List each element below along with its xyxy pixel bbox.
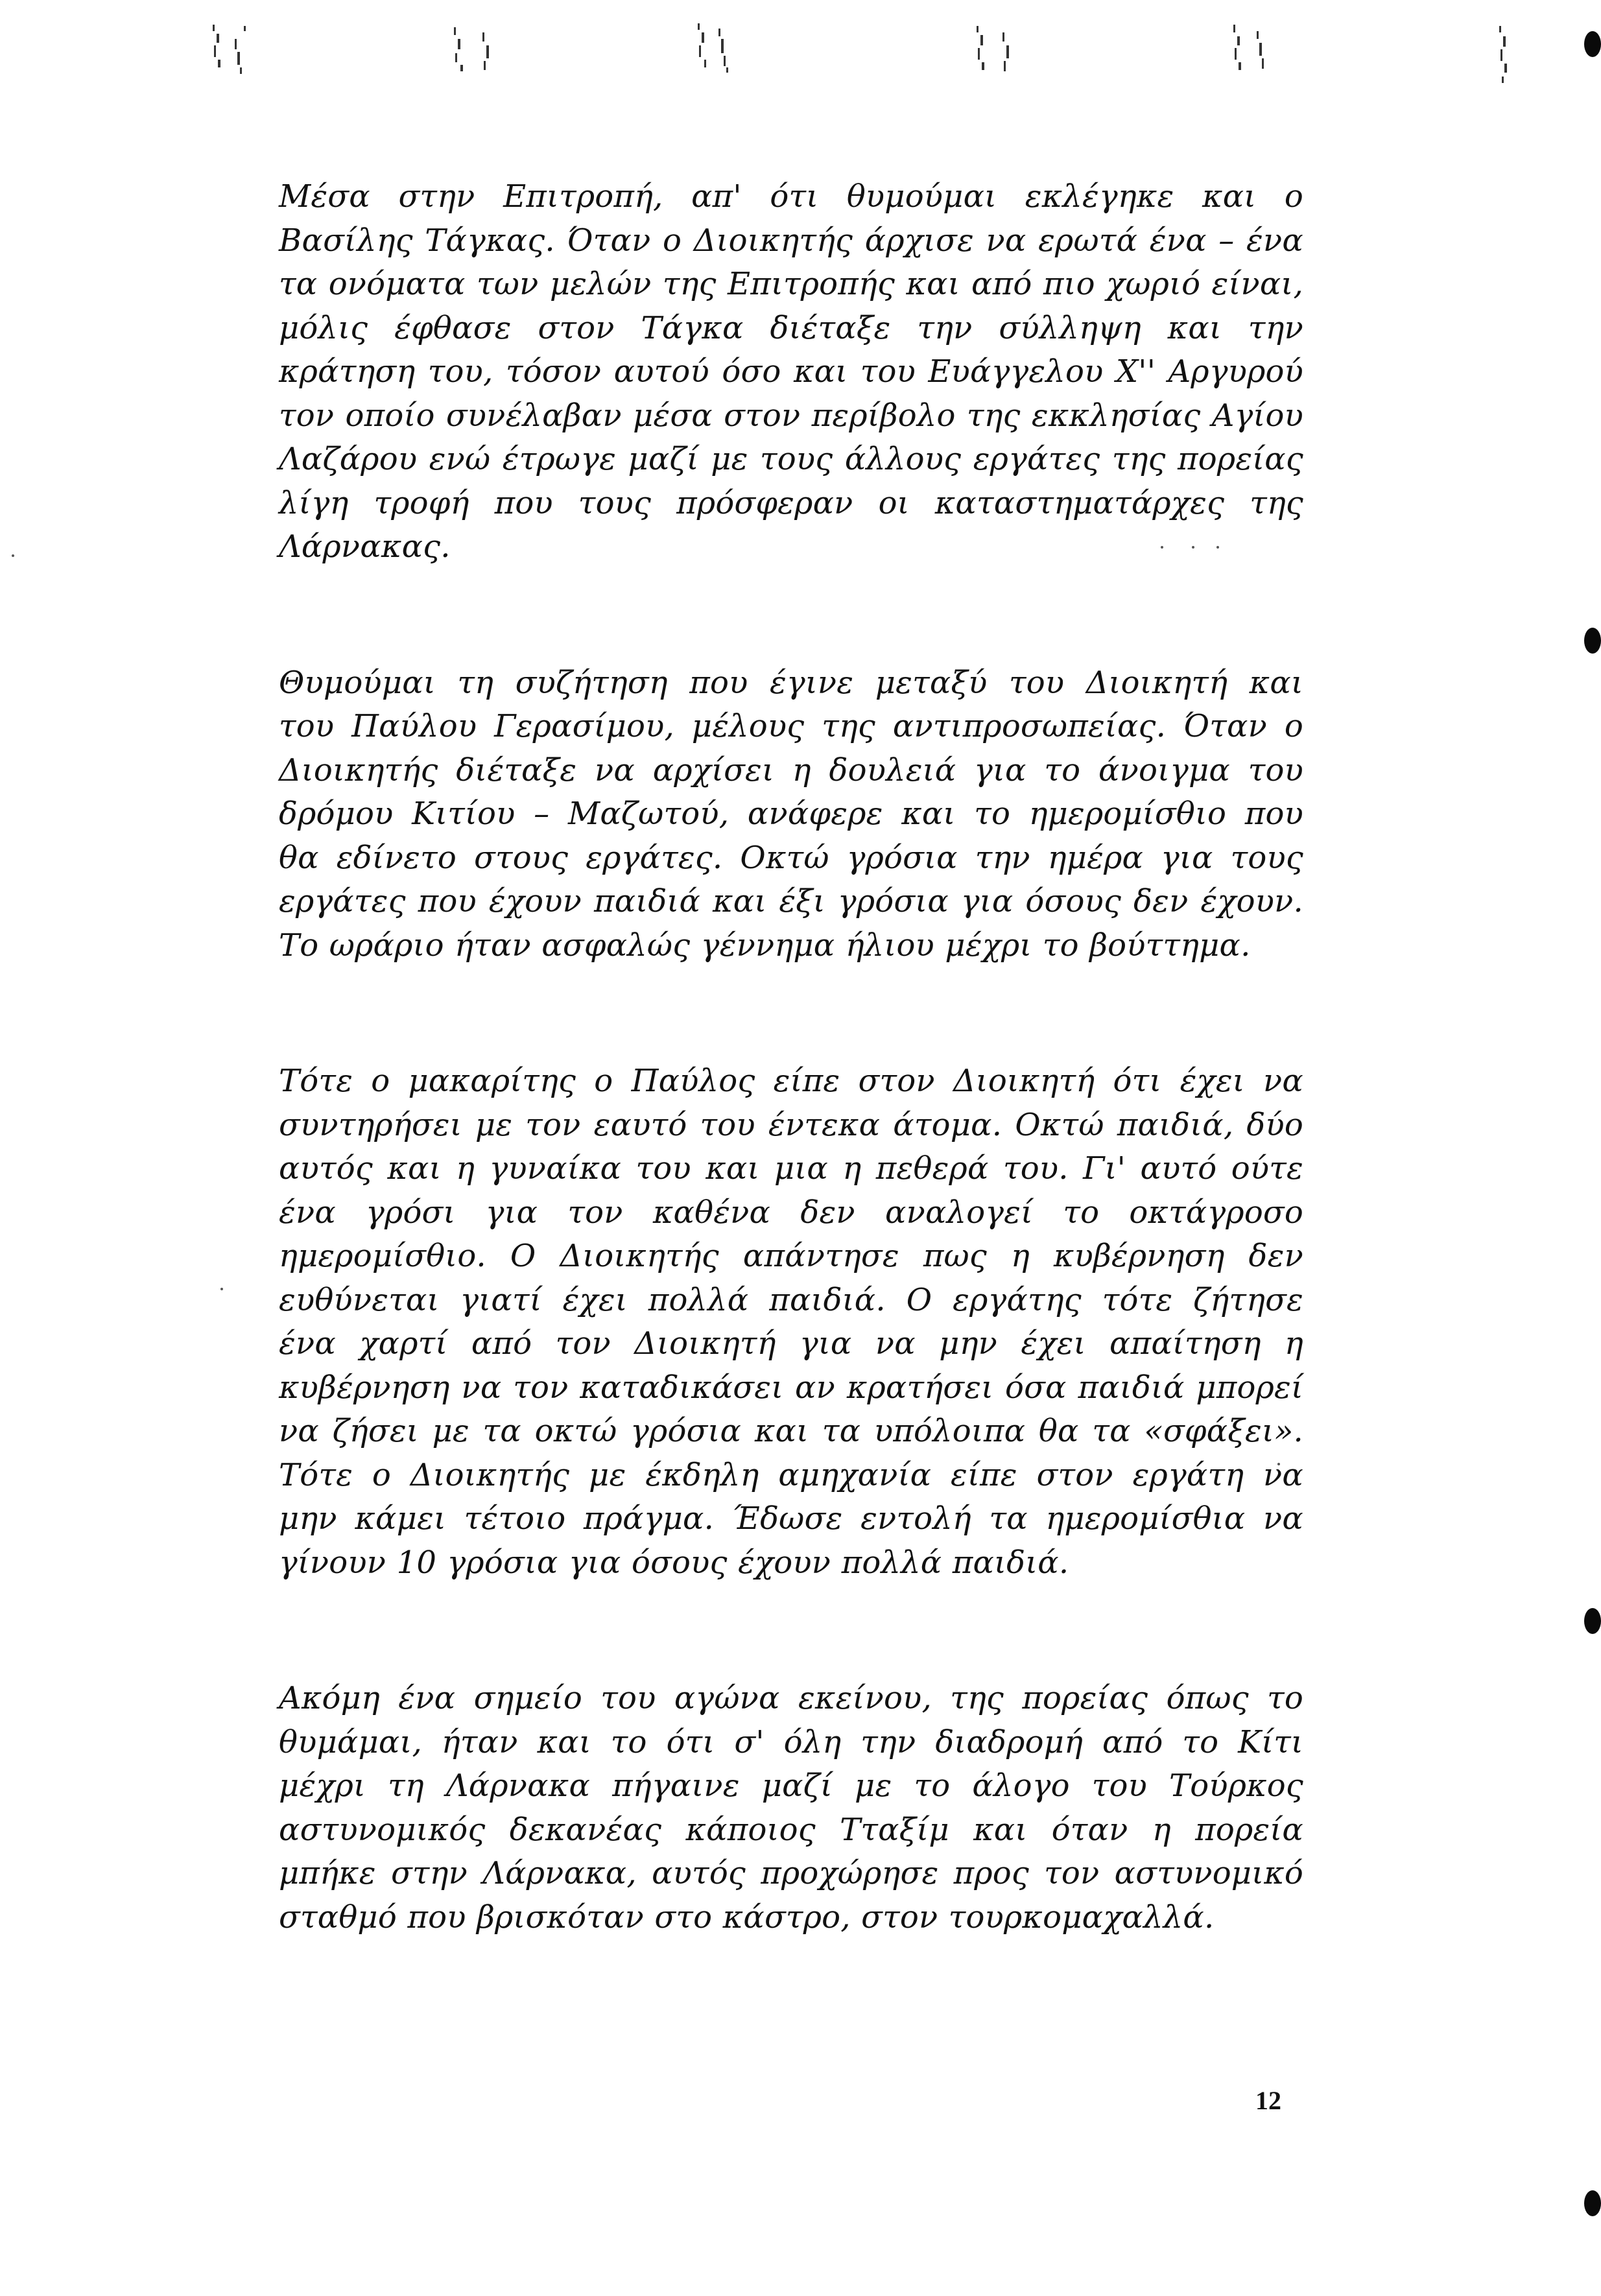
punch-hole-top xyxy=(1584,31,1601,57)
text-line: Τότε ο μακαρίτης ο Παύλος είπε στον Διοικητή ότι έχει να xyxy=(279,1063,1303,1099)
scan-dust xyxy=(12,554,14,557)
text-line: θυμάμαι, ήταν και το ότι σ' όλη την διαδρομή από το Κίτι xyxy=(279,1723,1303,1760)
text-line: Μέσα στην Επιτροπή, απ' ότι θυμούμαι εκλέγηκε και ο xyxy=(279,178,1303,215)
text-line: Λάρνακας. xyxy=(279,528,451,565)
text-line: ημερομίσθιο. Ο Διοικητής απάντησε πως η κυβέρνηση δεν xyxy=(279,1238,1303,1274)
text-line: ένα γρόσι για τον καθένα δεν αναλογεί το οκτάγροσο xyxy=(279,1194,1303,1231)
punch-hole-upper-middle xyxy=(1584,628,1601,654)
paragraph-4 xyxy=(279,1677,1303,1939)
text-line: Διοικητής διέταξε να αρχίσει η δουλειά για το άνοιγμα του xyxy=(279,752,1303,788)
punch-hole-bottom xyxy=(1584,2190,1601,2216)
text-line: μην κάμει τέτοιο πράγμα. Έδωσε εντολή τα ημερομίσθια να xyxy=(279,1500,1303,1537)
text-line: τα ονόματα των μελών της Επιτροπής και από πιο χωριό είναι, xyxy=(279,266,1303,302)
text-line: Θυμούμαι τη συζήτηση που έγινε μεταξύ του Διοικητή και xyxy=(279,664,1303,701)
text-line: λίγη τροφή που τους πρόσφεραν οι καταστηματάρχες της xyxy=(279,484,1303,521)
text-line: να ζήσει με τα οκτώ γρόσια και τα υπόλοιπα θα τα «σφάξει». xyxy=(279,1413,1303,1449)
text-line: μέχρι τη Λάρνακα πήγαινε μαζί με το άλογο του Τούρκος xyxy=(279,1768,1303,1804)
text-line: Το ωράριο ήταν ασφαλώς γέννημα ήλιου μέχρι το βούττημα. xyxy=(279,927,1251,964)
paragraph-1 xyxy=(279,175,1303,569)
text-line: Λαζάρου ενώ έτρωγε μαζί με τους άλλους εργάτες της πορείας xyxy=(279,441,1303,477)
page-number: 12 xyxy=(1255,2086,1281,2115)
paragraph-3 xyxy=(279,1059,1303,1585)
document-body xyxy=(279,175,1303,2031)
text-line: θα εδίνετο στους εργάτες. Οκτώ γρόσια την ημέρα για τους xyxy=(279,839,1303,876)
text-line: Τότε ο Διοικητής με έκδηλη αμηχανία είπε στον εργάτη να xyxy=(279,1456,1303,1493)
text-line: αυτός και η γυναίκα του και μια η πεθερά του. Γι' αυτό ούτε xyxy=(279,1150,1303,1187)
text-line: ευθύνεται γιατί έχει πολλά παιδιά. Ο εργάτης τότε ζήτησε xyxy=(279,1281,1303,1318)
text-line: Βασίλης Τάγκας. Όταν ο Διοικητής άρχισε να ερωτά ένα – ένα xyxy=(279,222,1303,259)
text-line: συντηρήσει με τον εαυτό του έντεκα άτομα. Οκτώ παιδιά, δύο xyxy=(279,1106,1303,1143)
text-line: κυβέρνηση να τον καταδικάσει αν κρατήσει όσα παιδιά μπορεί xyxy=(279,1369,1303,1406)
paragraph-2 xyxy=(279,661,1303,968)
text-line: τον οποίο συνέλαβαν μέσα στον περίβολο της εκκλησίας Αγίου xyxy=(279,397,1303,434)
text-line: αστυνομικός δεκανέας κάποιος Τταξίμ και όταν η πορεία xyxy=(279,1811,1303,1848)
text-line: δρόμου Κιτίου – Μαζωτού, ανάφερε και το ημερομίσθιο που xyxy=(279,796,1303,832)
text-line: σταθμό που βρισκόταν στο κάστρο, στον τουρκομαχαλλά. xyxy=(279,1899,1215,1935)
text-line: εργάτες που έχουν παιδιά και έξι γρόσια για όσους δεν έχουν. xyxy=(279,883,1303,919)
text-line: ένα χαρτί από τον Διοικητή για να μην έχει απαίτηση η xyxy=(279,1325,1303,1362)
scan-artifacts xyxy=(0,0,1601,104)
text-line: του Παύλου Γερασίμου, μέλους της αντιπροσωπείας. Όταν ο xyxy=(279,708,1303,744)
text-line: μπήκε στην Λάρνακα, αυτός προχώρησε προς τον αστυνομικό xyxy=(279,1855,1303,1891)
scan-dust xyxy=(220,1288,223,1290)
punch-hole-lower-middle xyxy=(1584,1608,1601,1634)
text-line: κράτηση του, τόσον αυτού όσο και του Ευάγγελου Χ'' Αργυρού xyxy=(279,353,1303,390)
text-line: μόλις έφθασε στον Τάγκα διέταξε την σύλληψη και την xyxy=(279,309,1303,346)
text-line: γίνουν 10 γρόσια για όσους έχουν πολλά παιδιά. xyxy=(279,1544,1069,1581)
text-line: Ακόμη ένα σημείο του αγώνα εκείνου, της πορείας όπως το xyxy=(279,1680,1303,1716)
